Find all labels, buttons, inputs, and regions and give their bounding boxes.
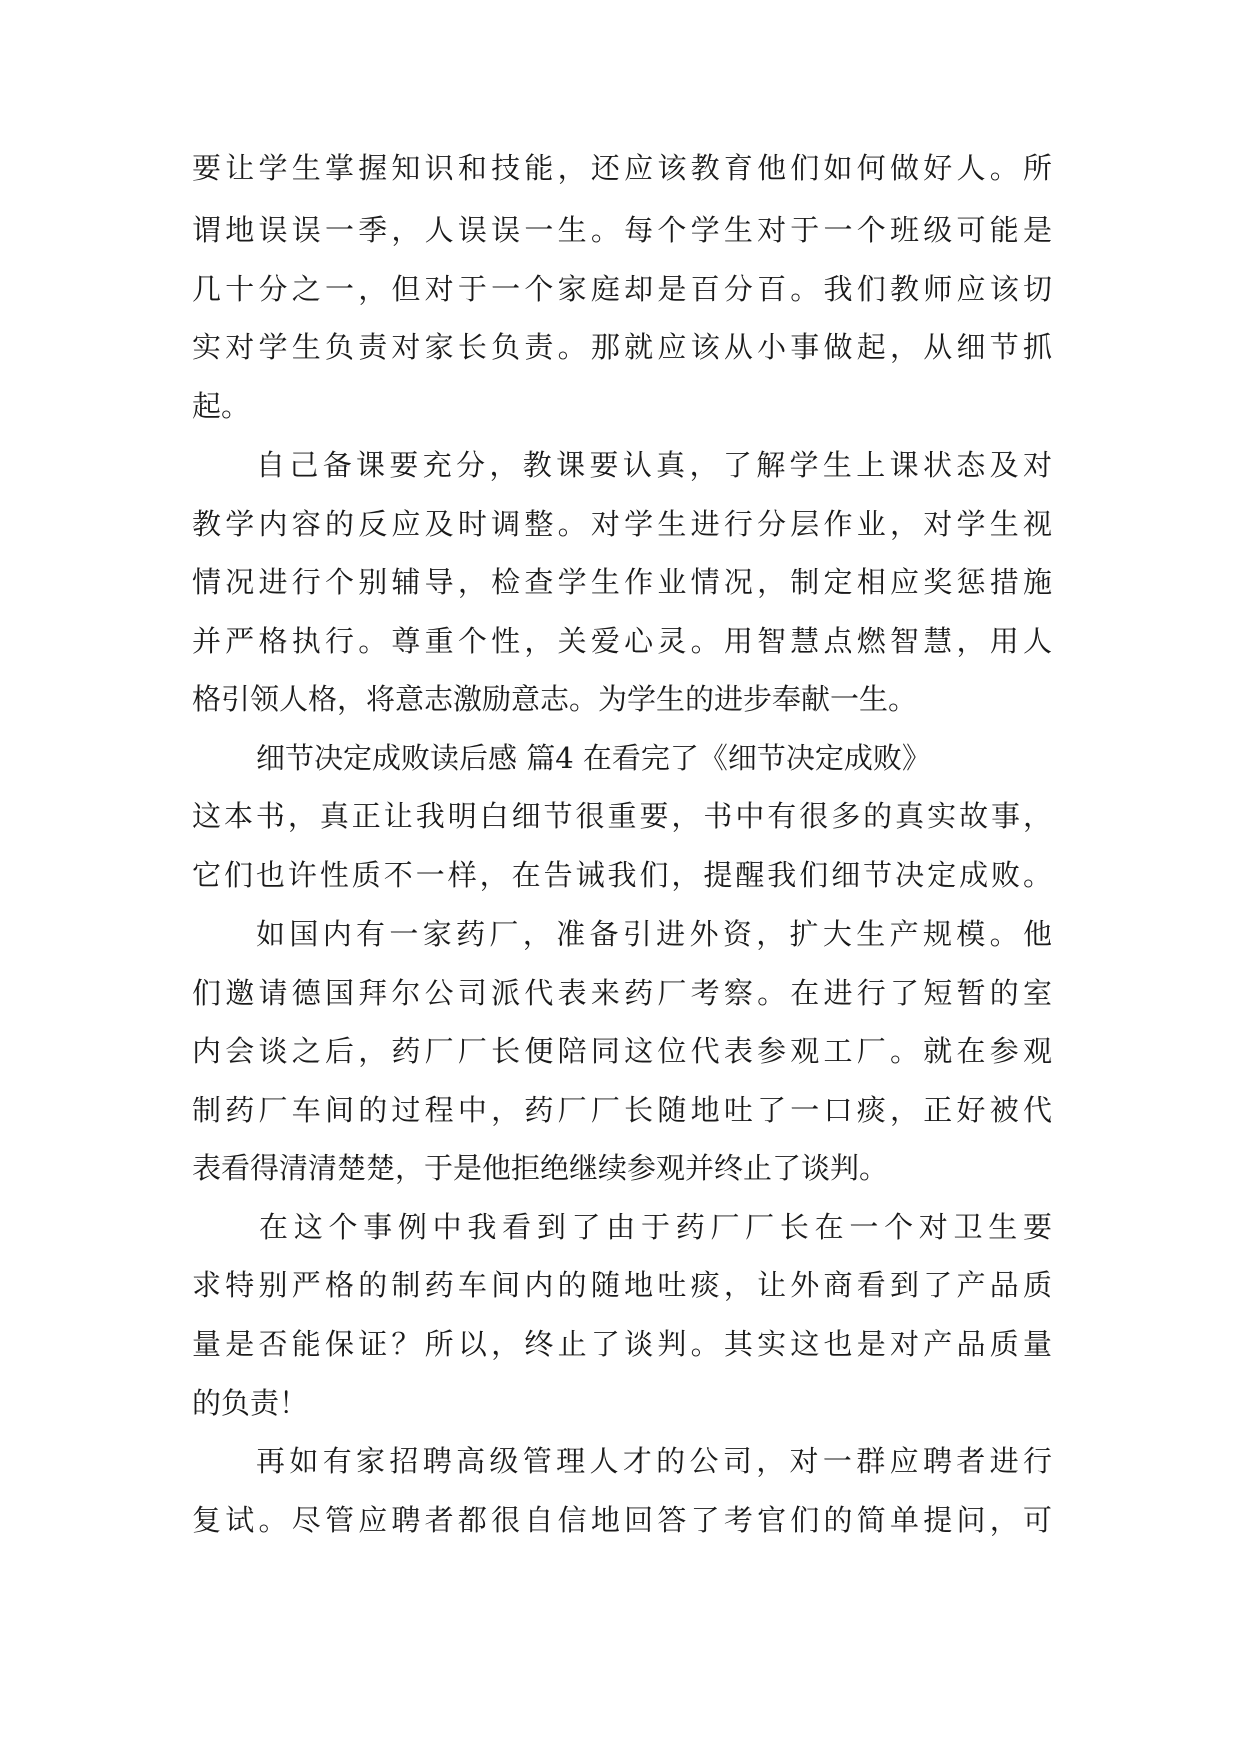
text-line-7: 教学内容的反应及时调整。对学生进行分层作业，对学生视 — [192, 507, 1052, 541]
text-line-16: 内会谈之后，药厂厂长便陪同这位代表参观工厂。就在参观 — [192, 1034, 1052, 1068]
text-line-13: 它们也许性质不一样，在告诫我们，提醒我们细节决定成败。 — [192, 858, 1052, 892]
text-line-21: 量是否能保证？所以，终止了谈判。其实这也是对产品质量 — [192, 1327, 1052, 1361]
text-line-20: 求特别严格的制药车间内的随地吐痰，让外商看到了产品质 — [192, 1268, 1052, 1302]
text-line-2: 谓地误误一季，人误误一生。每个学生对于一个班级可能是 — [192, 213, 1052, 247]
text-line-9: 并严格执行。尊重个性，关爱心灵。用智慧点燃智慧，用人 — [192, 624, 1052, 658]
text-line-17: 制药厂车间的过程中，药厂厂长随地吐了一口痰，正好被代 — [192, 1093, 1052, 1127]
text-line-6: 自己备课要充分，教课要认真，了解学生上课状态及对 — [256, 448, 1052, 482]
text-line-15: 们邀请德国拜尔公司派代表来药厂考察。在进行了短暂的室 — [192, 976, 1052, 1010]
text-line-1: 要让学生掌握知识和技能，还应该教育他们如何做好人。所 — [192, 151, 1052, 185]
text-line-10: 格引领人格，将意志激励意志。为学生的进步奉献一生。 — [192, 682, 918, 716]
text-line-18: 表看得清清楚楚，于是他拒绝继续参观并终止了谈判。 — [192, 1151, 889, 1185]
text-line-23: 再如有家招聘高级管理人才的公司，对一群应聘者进行 — [256, 1444, 1052, 1478]
text-line-12: 这本书，真正让我明白细节很重要，书中有很多的真实故事， — [192, 799, 1052, 833]
text-line-14: 如国内有一家药厂，准备引进外资，扩大生产规模。他 — [256, 917, 1052, 951]
text-line-24: 复试。尽管应聘者都很自信地回答了考官们的简单提问，可 — [192, 1503, 1052, 1537]
text-line-5: 起。 — [192, 389, 251, 423]
text-line-19: 在这个事例中我看到了由于药厂厂长在一个对卫生要 — [259, 1210, 1052, 1244]
text-line-4: 实对学生负责对家长负责。那就应该从小事做起，从细节抓 — [192, 330, 1052, 364]
section-heading-line: 细节决定成败读后感 篇4 在看完了《细节决定成败》 — [256, 741, 931, 775]
text-line-22: 的负责！ — [192, 1386, 309, 1420]
text-line-3: 几十分之一，但对于一个家庭却是百分百。我们教师应该切 — [192, 272, 1052, 306]
text-line-8: 情况进行个别辅导，检查学生作业情况，制定相应奖惩措施 — [192, 565, 1052, 599]
